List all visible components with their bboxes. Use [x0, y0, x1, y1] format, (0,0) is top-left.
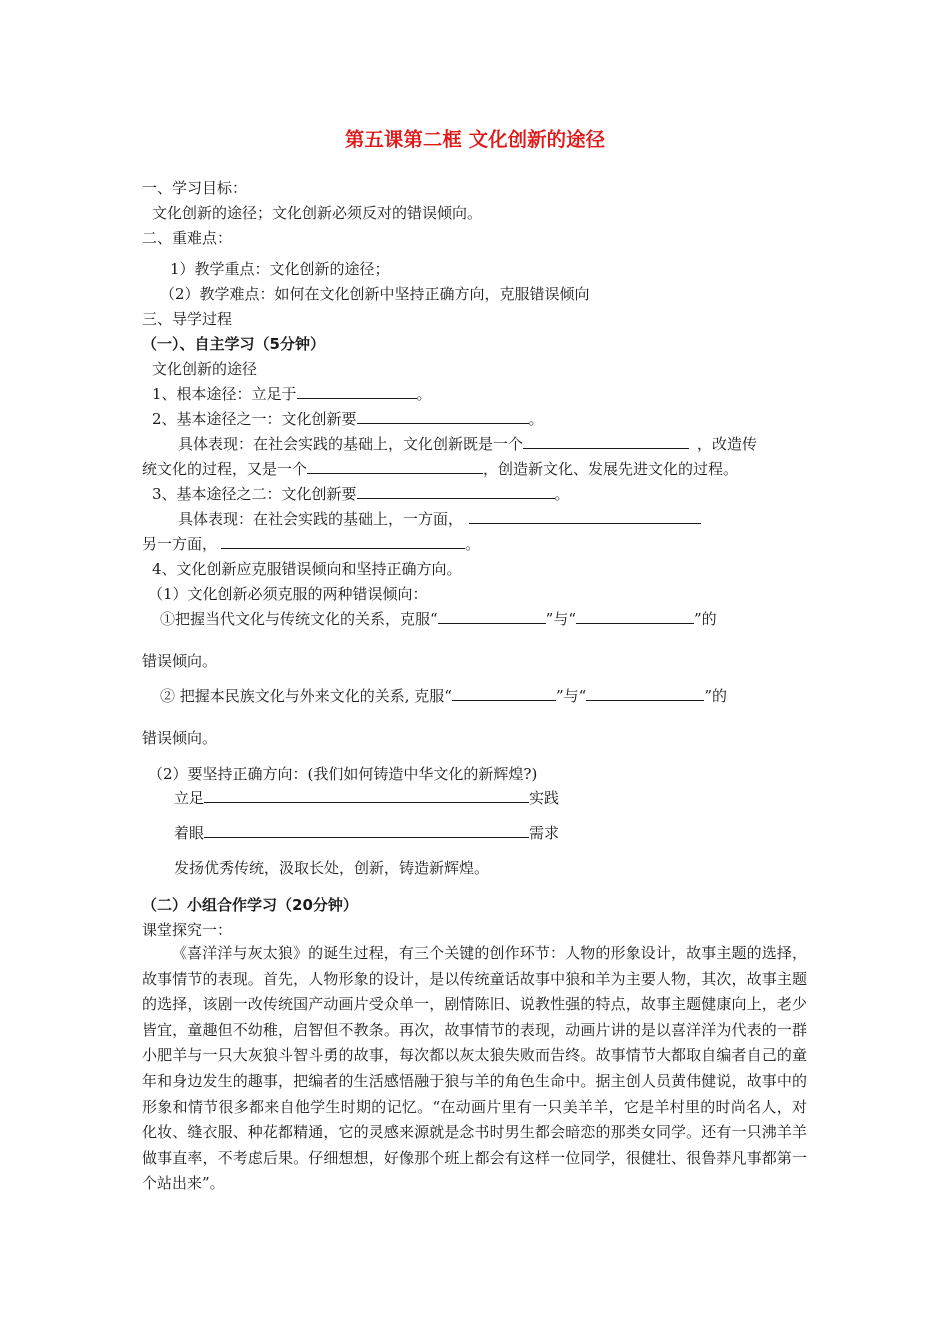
- question-4-sub-1: （1）文化创新必须克服的两种错误倾向：: [148, 585, 428, 603]
- wrong-tendency-1-end: 错误倾向。: [142, 652, 218, 670]
- question-4-sub-2: （2）要坚持正确方向：(我们如何铸造中华文化的新辉煌?): [148, 765, 538, 783]
- direction-text: 实践: [529, 789, 560, 807]
- question-2: [152, 409, 544, 429]
- fill-blank[interactable]: [204, 788, 529, 803]
- question-2-detail-1: [178, 434, 757, 454]
- fill-blank[interactable]: [523, 434, 689, 449]
- question-3-text: 3、基本途径之二：文化创新要: [152, 485, 357, 503]
- fill-blank[interactable]: [576, 609, 694, 624]
- question-3-end: 。: [554, 485, 570, 503]
- fill-blank[interactable]: [438, 609, 546, 624]
- detail-text: 具体表现：在社会实践的基础上，一方面，: [178, 510, 464, 528]
- fill-blank[interactable]: [221, 534, 465, 549]
- topic-label: 文化创新的途径: [152, 360, 258, 378]
- tendency-text: ①把握当代文化与传统文化的关系，克服“: [160, 610, 438, 628]
- detail-text: ，改造传: [697, 435, 758, 453]
- question-1: [152, 384, 432, 404]
- question-3-detail-1: [178, 509, 701, 529]
- section-process-heading: 三、导学过程: [142, 310, 233, 328]
- fill-blank[interactable]: [452, 686, 556, 701]
- tendency-text: ”与“: [545, 610, 577, 628]
- question-1-end: 。: [416, 385, 432, 403]
- wrong-tendency-2-end: 错误倾向。: [142, 729, 218, 747]
- detail-text: 另一方面，: [142, 535, 218, 553]
- question-3: [152, 484, 570, 504]
- detail-text: 统文化的过程，又是一个: [142, 460, 308, 478]
- fill-blank[interactable]: [357, 484, 555, 499]
- section-objectives-heading: 一、学习目标：: [142, 179, 248, 197]
- question-2-end: 。: [528, 410, 544, 428]
- tendency-text: ”与“: [555, 687, 587, 705]
- objectives-text: 文化创新的途径；文化创新必须反对的错误倾向。: [152, 204, 483, 222]
- direction-text: 需求: [529, 824, 560, 842]
- question-3-detail-2: [142, 534, 480, 554]
- tendency-text: ② 把握本民族文化与外来文化的关系, 克服“: [160, 687, 452, 705]
- fill-blank[interactable]: [469, 509, 701, 524]
- fill-blank[interactable]: [297, 384, 417, 399]
- part-group-study-heading: （二）小组合作学习（20分钟）: [142, 896, 358, 914]
- question-1-text: 1、根本途径：立足于: [152, 385, 297, 403]
- direction-line-2: [174, 823, 559, 843]
- key-point-teaching: 1）教学重点：文化创新的途径；: [170, 260, 390, 278]
- wrong-tendency-1: [160, 609, 717, 629]
- detail-text: 具体表现：在社会实践的基础上，文化创新既是一个: [178, 435, 524, 453]
- detail-text: 。: [465, 535, 481, 553]
- section-key-points-heading: 二、重难点：: [142, 229, 233, 247]
- explore-label: 课堂探究一：: [142, 921, 233, 939]
- direction-text: 立足: [174, 789, 205, 807]
- wrong-tendency-2: [160, 686, 727, 706]
- question-2-text: 2、基本途径之一：文化创新要: [152, 410, 357, 428]
- direction-line-3: 发扬优秀传统，汲取长处，创新，铸造新辉煌。: [174, 859, 490, 877]
- fill-blank[interactable]: [204, 823, 529, 838]
- explore-passage: 《喜洋洋与灰太狼》的诞生过程，有三个关键的创作环节：人物的形象设计，故事主题的选择，故事情节的表现。首先，人物形象的设计，是以传统童话故事中狼和羊为主要人物，其次，故事主题的选择，该剧一改传统国产动画片受众单一，剧情陈旧、说教性强的特点，故事主题健康向上，老少皆宜，童趣但不幼稚，启智但不教条。再次，故事情节的表现，动画片讲的是以喜洋洋为代表的一群小肥羊与一只大灰狼斗智斗勇的故事，每次都以灰太狼失败而告终。故事情节大都取自编者自己的童年和身边发生的趣事，把编者的生活感悟融于狼与羊的角色生命中。据主创人员黄伟健说，故事中的形象和情节很多都来自他学生时期的记忆。“在动画片里有一只美羊羊，它是羊村里的时尚名人，对化妆、缝衣服、种花都精通，它的灵感来源就是念书时男生都会暗恋的那类女同学。还有一只沸羊羊做事直率，不考虑后果。仔细想想，好像那个班上都会有这样一位同学，很健壮、很鲁莽凡事都第一个站出来”。: [142, 944, 807, 1193]
- page-title: 第五课第二框 文化创新的途径: [344, 128, 606, 151]
- fill-blank[interactable]: [357, 409, 529, 424]
- question-4: 4、文化创新应克服错误倾向和坚持正确方向。: [152, 560, 462, 578]
- direction-text: 着眼: [174, 824, 205, 842]
- tendency-text: ”的: [694, 610, 717, 628]
- direction-line-1: [174, 788, 559, 808]
- detail-text: ，创造新文化、发展先进文化的过程。: [483, 460, 739, 478]
- part-self-study-heading: （一）、自主学习（5分钟）: [142, 335, 325, 353]
- fill-blank[interactable]: [307, 459, 483, 474]
- question-2-detail-2: [142, 459, 738, 479]
- fill-blank[interactable]: [586, 686, 704, 701]
- key-point-difficulty: （2）教学难点：如何在文化创新中坚持正确方向，克服错误倾向: [160, 285, 590, 303]
- tendency-text: ”的: [704, 687, 727, 705]
